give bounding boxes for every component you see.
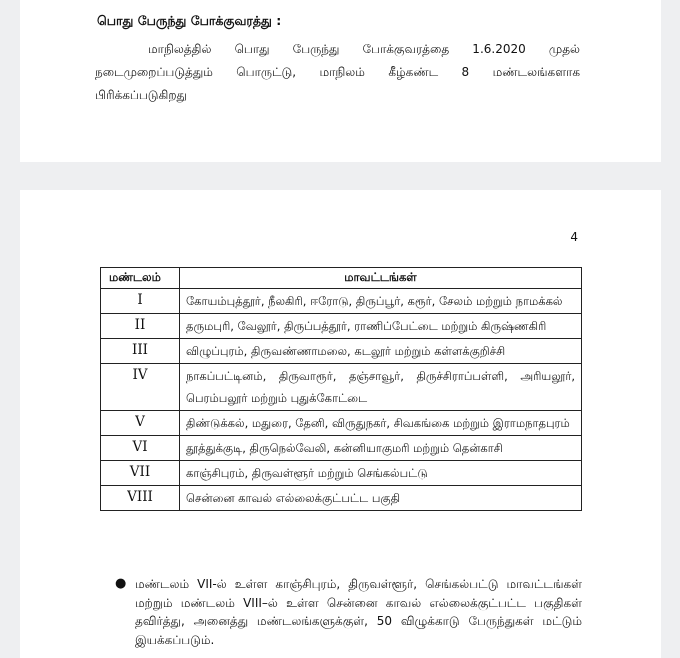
zone-districts: விழுப்புரம், திருவண்ணாமலை, கடலூர் மற்றும் கள்ளக்குறிச்சி xyxy=(180,339,582,364)
document-page-one xyxy=(20,0,661,162)
table-row xyxy=(101,339,582,364)
zone-number: VII xyxy=(101,461,180,486)
table-row xyxy=(101,486,582,511)
paragraph-line: பிரிக்கப்படுகிறது xyxy=(95,88,187,102)
zone-districts: நாகப்பட்டினம், திருவாரூர், தஞ்சாவூர், திருச்சிராப்பள்ளி, அரியலூர், பெரம்பலூர் மற்றும் புதுக்கோட்டை xyxy=(180,364,582,411)
bullet-icon: ● xyxy=(115,576,127,591)
zone-districts: திண்டுக்கல், மதுரை, தேனி, விருதுநகர், சிவகங்கை மற்றும் இராமநாதபுரம் xyxy=(180,411,582,436)
zone-number: V xyxy=(101,411,180,436)
table-row xyxy=(101,411,582,436)
table-header-row xyxy=(101,268,582,289)
zone-districts: காஞ்சிபுரம், திருவள்ளூர் மற்றும் செங்கல்பட்டு xyxy=(180,461,582,486)
intro-paragraph xyxy=(95,38,580,107)
table-row xyxy=(101,314,582,339)
zone-districts: சென்னை காவல் எல்லைக்குட்பட்ட பகுதி xyxy=(180,486,582,511)
bullet-note xyxy=(115,575,582,649)
zone-number: II xyxy=(101,314,180,339)
paragraph-line: மாநிலத்தில் பொது பேருந்து போக்குவரத்தை 1.6.2020 முதல் xyxy=(148,42,580,56)
zone-number: VI xyxy=(101,436,180,461)
column-header-districts: மாவட்டங்கள் xyxy=(180,268,582,289)
zone-districts: கோயம்புத்தூர், நீலகிரி, ஈரோடு, திருப்பூர், கரூர், சேலம் மற்றும் நாமக்கல் xyxy=(180,289,582,314)
table-row xyxy=(101,436,582,461)
table-row xyxy=(101,461,582,486)
section-heading: பொது பேருந்து போக்குவரத்து : xyxy=(97,13,282,28)
zone-districts: தருமபுரி, வேலூர், திருப்பத்தூர், ராணிப்பேட்டை மற்றும் கிருஷ்ணகிரி xyxy=(180,314,582,339)
zone-number: VIII xyxy=(101,486,180,511)
table-row xyxy=(101,289,582,314)
paragraph-line: நடைமுறைப்படுத்தும் பொருட்டு, மாநிலம் கீழ்கண்ட 8 மண்டலங்களாக xyxy=(95,65,580,79)
zone-districts-table xyxy=(100,267,582,511)
zone-number: I xyxy=(101,289,180,314)
zone-number: III xyxy=(101,339,180,364)
column-header-zone: மண்டலம் xyxy=(101,268,180,289)
document-page-two xyxy=(20,190,661,658)
table-row xyxy=(101,364,582,411)
zone-districts: தூத்துக்குடி, திருநெல்வேலி, கன்னியாகுமரி மற்றும் தென்காசி xyxy=(180,436,582,461)
page-number: 4 xyxy=(570,230,578,244)
bullet-text: மண்டலம் VII-ல் உள்ள காஞ்சிபுரம், திருவள்ளூர், செங்கல்பட்டு மாவட்டங்கள் மற்றும் மண்டலம் VIII–ல் உள்ள சென்னை காவல் எல்லைக்குட்பட்ட பகுதிகள் தவிர்த்து, அனைத்து மண்டலங்களுக்குள், 50 விழுக்காடு பேருந்துகள் மட்டும் இயக்கப்படும். xyxy=(135,577,582,647)
zone-number: IV xyxy=(101,364,180,411)
